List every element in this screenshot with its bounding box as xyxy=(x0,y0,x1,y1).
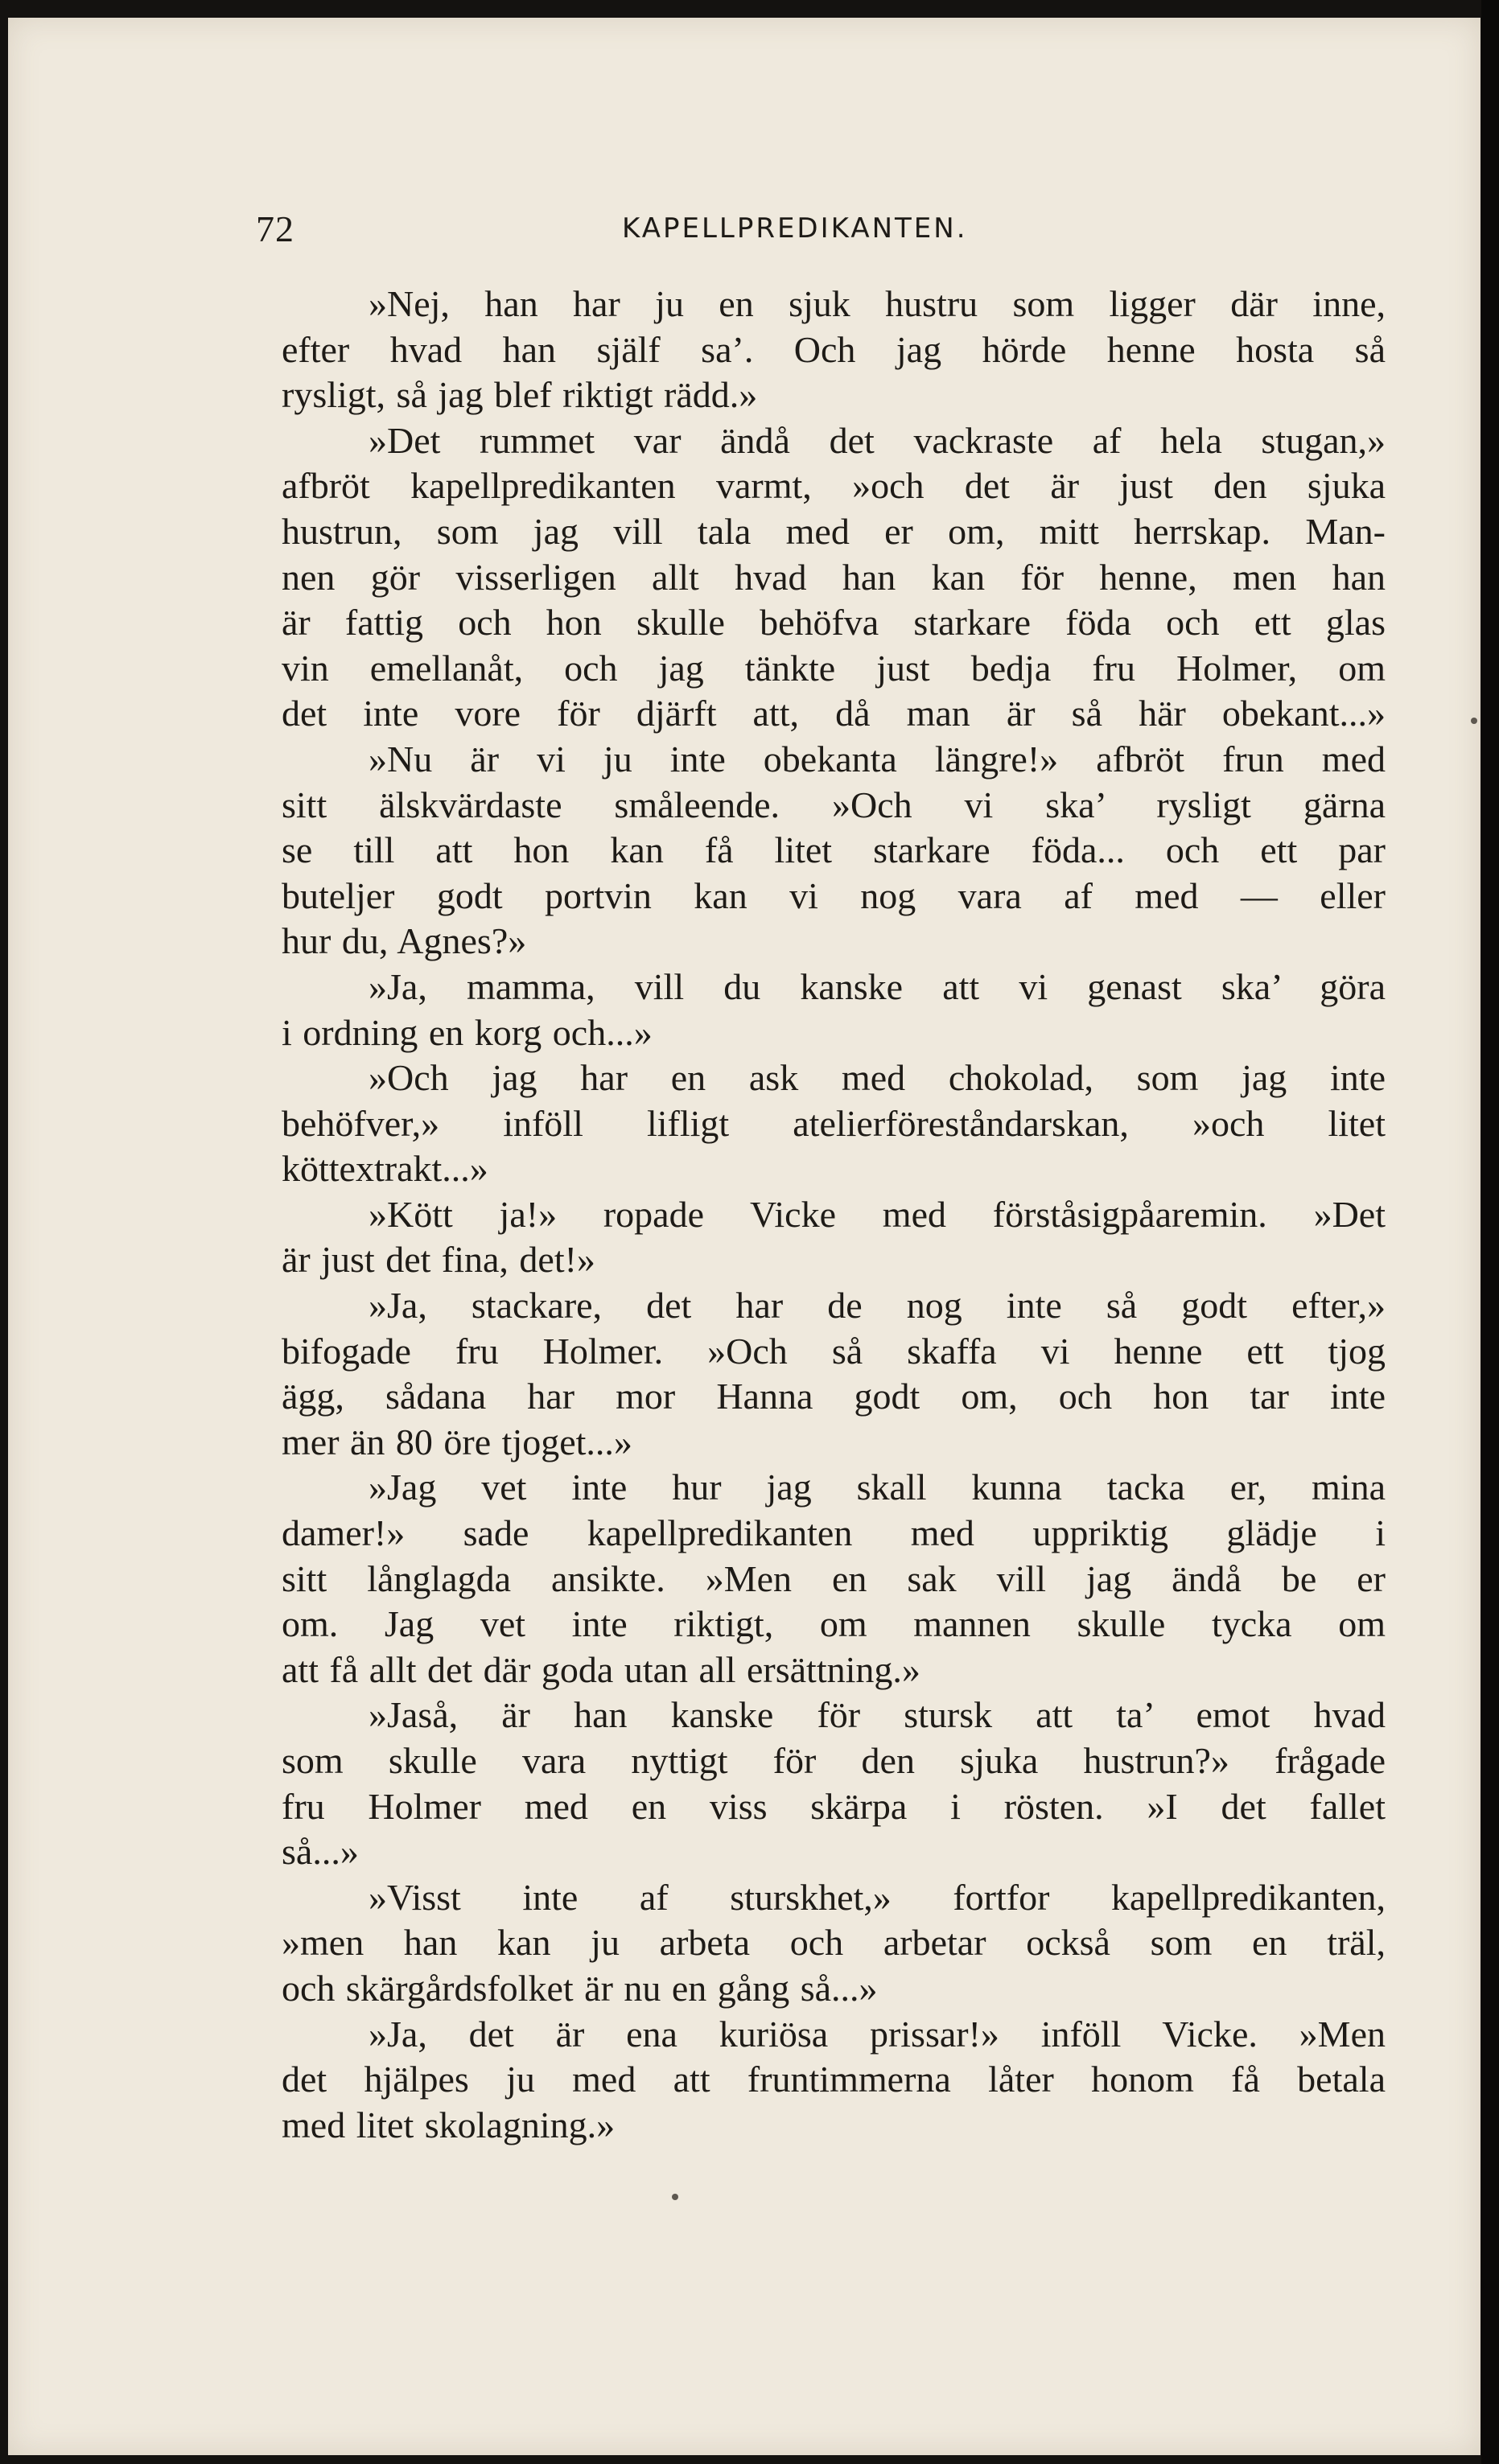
text-line: afbröt kapellpredikanten varmt, »och det är just den sjuka xyxy=(282,465,1386,507)
text-line: »Ja, mamma, vill du kanske att vi genast ska’ göra xyxy=(369,965,1386,1007)
text-line: »Kött ja!» ropade Vicke med förståsigpåaremin. »Det xyxy=(369,1193,1386,1235)
text-line: »Och jag har en ask med chokolad, som jag inte xyxy=(369,1057,1386,1099)
text-line: behöfver,» inföll lifligt atelierföreståndarskan, »och litet xyxy=(282,1102,1386,1144)
page-edge-shadow xyxy=(1481,0,1499,2464)
text-line: är just det fina, det!» xyxy=(282,1239,595,1281)
text-line: efter hvad han själf sa’. Och jag hörde henne hosta så xyxy=(282,328,1386,370)
text-line: vin emellanåt, och jag tänkte just bedja fru Holmer, om xyxy=(282,647,1386,689)
text-line: »Visst inte af sturskhet,» fortfor kapellpredikanten, xyxy=(369,1876,1386,1918)
running-head: KAPELLPREDIKANTEN. xyxy=(622,212,968,245)
text-line: om. Jag vet inte riktigt, om mannen skulle tycka om xyxy=(282,1603,1386,1645)
text-line: »Nej, han har ju en sjuk hustru som ligger där inne, xyxy=(369,283,1386,324)
text-line: är fattig och hon skulle behöfva starkare föda och ett glas xyxy=(282,602,1386,644)
text-line: i ordning en korg och...» xyxy=(282,1011,653,1053)
body-text xyxy=(282,282,1386,2148)
text-line: rysligt, så jag blef riktigt rädd.» xyxy=(282,374,758,416)
text-line: »Jag vet inte hur jag skall kunna tacka er, mina xyxy=(369,1466,1386,1508)
text-line: »Nu är vi ju inte obekanta längre!» afbröt frun med xyxy=(369,738,1386,780)
text-line: bifogade fru Holmer. »Och så skaffa vi henne ett tjog xyxy=(282,1330,1386,1372)
text-line: och skärgårdsfolket är nu en gång så...» xyxy=(282,1967,878,2009)
text-line: »men han kan ju arbeta och arbetar också som en träl, xyxy=(282,1922,1386,1964)
text-line: buteljer godt portvin kan vi nog vara af med — eller xyxy=(282,874,1386,916)
text-line: hur du, Agnes?» xyxy=(282,920,527,962)
text-line: se till att hon kan få litet starkare föda... och ett par xyxy=(282,829,1386,871)
page-speck xyxy=(672,2194,678,2200)
text-line: att få allt det där goda utan all ersättning.» xyxy=(282,1648,920,1690)
text-line: hustrun, som jag vill tala med er om, mitt herrskap. Man- xyxy=(282,510,1386,552)
text-line: så...» xyxy=(282,1831,359,1873)
page-speck xyxy=(1471,718,1477,724)
text-line: det inte vore för djärft att, då man är så här obekant...» xyxy=(282,693,1386,734)
text-line: nen gör visserligen allt hvad han kan för henne, men han xyxy=(282,556,1386,598)
text-line: sitt långlagda ansikte. »Men en sak vill jag ändå be er xyxy=(282,1557,1386,1599)
text-line: »Ja, det är ena kuriösa prissar!» inföll Vicke. »Men xyxy=(369,2013,1386,2055)
text-line: fru Holmer med en viss skärpa i rösten. »I det fallet xyxy=(282,1785,1386,1827)
page-number: 72 xyxy=(256,208,294,249)
text-line: med litet skolagning.» xyxy=(282,2104,616,2145)
page-header xyxy=(256,208,1382,256)
text-line: köttextrakt...» xyxy=(282,1148,488,1190)
text-line: sitt älskvärdaste småleende. »Och vi ska’ rysligt gärna xyxy=(282,784,1386,825)
text-line: det hjälpes ju med att fruntimmerna låter honom få betala xyxy=(282,2059,1386,2100)
text-line: ägg, sådana har mor Hanna godt om, och hon tar inte xyxy=(282,1376,1386,1417)
text-line: damer!» sade kapellpredikanten med uppriktig glädje i xyxy=(282,1512,1386,1554)
text-line: mer än 80 öre tjoget...» xyxy=(282,1421,632,1462)
text-line: »Jaså, är han kanske för stursk att ta’ emot hvad xyxy=(369,1694,1386,1736)
text-line: »Det rummet var ändå det vackraste af hela stugan,» xyxy=(369,419,1386,461)
text-line: »Ja, stackare, det har de nog inte så godt efter,» xyxy=(369,1285,1386,1327)
text-line: som skulle vara nyttigt för den sjuka hustrun?» frågade xyxy=(282,1740,1386,1781)
